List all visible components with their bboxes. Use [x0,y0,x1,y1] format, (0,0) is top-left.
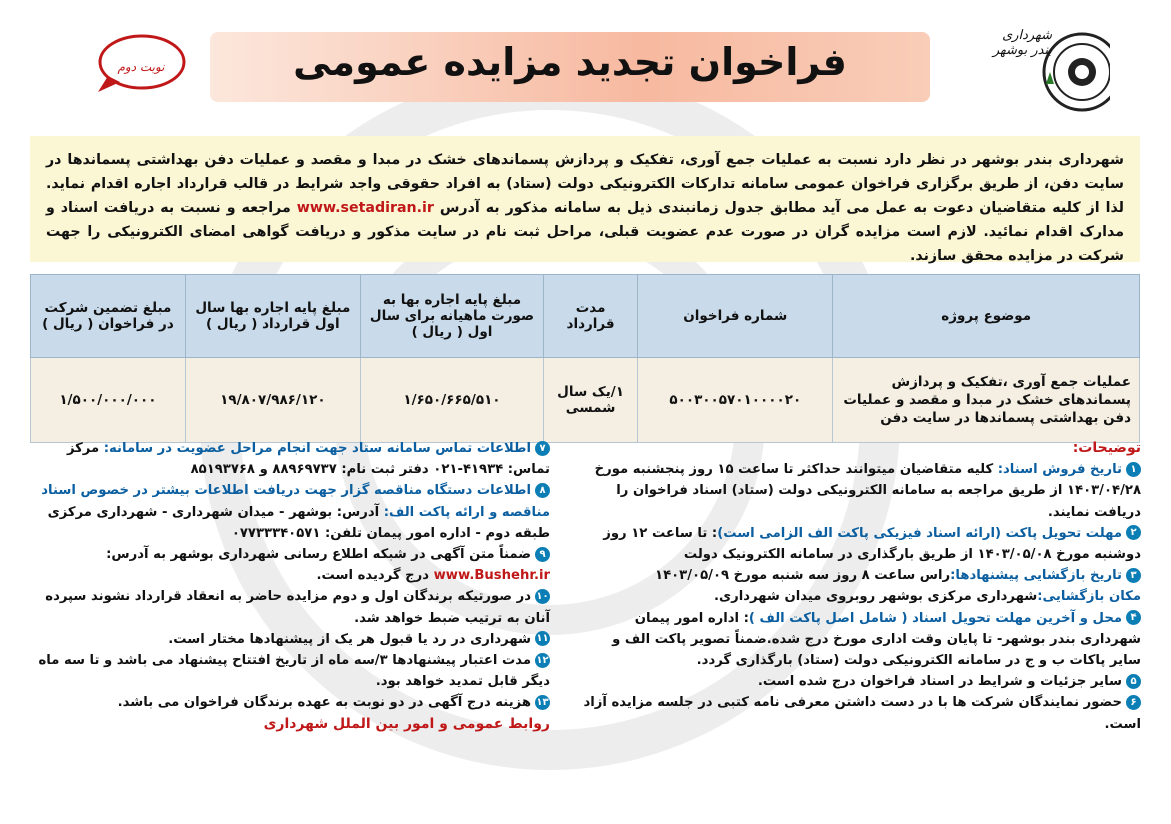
org-name: شهرداری بندر بوشهر [992,28,1052,58]
item-label: محل و آخرین مهلت تحویل اسناد ( شامل اصل پاکت الف ) [748,610,1122,626]
item-label: مهلت تحویل پاکت (ارائه اسناد فیزیکی پاکت الف الزامی است) [717,525,1122,541]
item-text: مدت اعتبار پیشنهادها ۳/سه ماه از تاریخ افتتاح پیشنهاد می باشد و تا سه ماه دیگر قابل تمدید خواهد بود. [38,653,550,690]
item-text: ضمناً متن آگهی در شبکه اطلاع رسانی شهرداری بوشهر به آدرس: [106,547,531,563]
bushehr-link[interactable]: www.Bushehr.ir [433,568,550,584]
table-cell: ۵۰۰۳۰۰۵۷۰۱۰۰۰۰۲۰ [638,358,833,443]
list-item [30,586,550,628]
list-item [581,523,1141,565]
list-item [30,650,550,692]
list-item [30,544,550,586]
item-text: : اداره امور پیمان شهرداری بندر بوشهر- تا پایان وقت اداری مورخ درج شده.ضمناً تصویر پاکت الف و سایر پاکات ب و ج در سامانه الکترونیکی دولت (ستاد) بارگذاری گردد. [612,610,1141,669]
table-cell: ۱۹/۸۰۷/۹۸۶/۱۲۰ [185,358,360,443]
table-header-row [31,275,1140,358]
item-text-tail: درج گردیده است. [316,568,430,584]
item-number: ۸ [535,483,550,498]
item-label: تاریخ بازگشایی پیشنهادها: [950,568,1122,584]
item-number: ۷ [535,441,550,456]
item-number: ۱۱ [536,633,549,645]
table-header: مبلغ تضمین شرکت در فراخوان ( ریال ) [31,275,186,358]
item-number: ۱۲ [536,654,549,666]
list-item [30,438,550,480]
notes-right [581,438,1141,735]
page-title: فراخوان تجدید مزایده عمومی [293,40,847,84]
item-number: ۱ [1126,462,1141,477]
item-number: ۱۰ [536,590,549,602]
item-number: ۶ [1126,695,1141,710]
table-header: موضوع پروژه [833,275,1140,358]
item-number: ۹ [535,547,550,562]
table-cell: ۱/۶۵۰/۶۶۵/۵۱۰ [360,358,543,443]
item-text: مرکز تماس: ۴۱۹۳۴-۰۲۱ دفتر ثبت نام: ۸۸۹۶۹۷۳۷ و ۸۵۱۹۳۷۶۸ [66,441,550,478]
item-label: اطلاعات تماس سامانه ستاد جهت انجام مراحل عضویت در سامانه: [103,441,531,456]
intro-paragraph [30,136,1140,262]
item-number: ۴ [1126,610,1141,625]
auction-table [30,274,1140,443]
table-cell: عملیات جمع آوری ،تفکیک و پردازش پسماندهای خشک در مبدا و مقصد و عملیات دفن بهداشتی پسماندها در سایت دفن [833,358,1140,443]
item-number: ۲ [1126,525,1141,540]
intro-text-2: مراجعه و نسبت به دریافت اسناد و مدارک اقدام نمائید. لازم است مزایده گران در صورت عدم عضویت قبلی، مراحل ثبت نام در سایت مذکور و دریافت گواهی امضای الکترونیکی را جهت شرکت در مزایده محقق سازند. [46,200,1124,264]
list-item [30,629,550,650]
notes-left [30,438,550,735]
item-text: در صورتیکه برندگان اول و دوم مزایده حاضر به انعقاد قرارداد نشوند سپرده آنان به ترتیب ضبط خواهد شد. [45,589,550,626]
list-item [581,671,1141,692]
table-header: شماره فراخوان [638,275,833,358]
intro-text-1: شهرداری بندر بوشهر در نظر دارد نسبت به عملیات جمع آوری، تفکیک و پردازش پسماندهای خشک در مبدا و مقصد و عملیات دفن بهداشتی پسماندها در سایت دفن، از طریق برگزاری فراخوان عمومی سامانه تدارکات الکترونیکی دولت (ستاد) به افراد حقوقی واجد شرایط در قالب قرارداد اجاره اقدام نماید. لذا از کلیه متقاضیان دعوت به عمل می آید مطابق جدول زمانبندی ذیل به سامانه مذکور به آدرس [46,152,1124,216]
item-text: هزینه درج آگهی در دو نوبت به عهده برندگان فراخوان می باشد. [117,695,531,711]
item-number: ۵ [1126,674,1141,689]
list-item [30,480,550,544]
table-cell: ۱/یک سال شمسی [544,358,638,443]
round-badge-text: نوبت دوم [117,60,165,74]
signature: روابط عمومی و امور بین الملل شهرداری [263,715,550,732]
item-label: تاریخ فروش اسناد: [997,462,1122,478]
item-text: : تا ساعت ۱۲ روز دوشنبه مورخ ۱۴۰۳/۰۵/۰۸ از طریق بارگذاری در سامانه الکترونیک دولت [603,525,1141,563]
table-header: مبلغ پایه اجاره بها سال اول قرارداد ( ریال ) [185,275,360,358]
list-item [581,459,1141,523]
list-item [30,692,550,713]
list-item [581,608,1141,672]
item-text: حضور نمایندگان شرکت ها با در دست داشتن معرفی نامه کتبی در جلسه مزایده آزاد است. [583,695,1141,732]
item-label: مکان بازگشایی: [1037,589,1141,605]
item-text: کلیه متقاضیان میتوانند حداکثر تا ساعت ۱۵ روز پنجشنبه مورخ ۱۴۰۳/۰۴/۲۸ از طریق مراجعه به سامانه الکترونیکی دولت (ستاد) اسناد فراخوان را دریافت نمایند. [594,462,1141,520]
table-header: مبلغ پایه اجاره بها به صورت ماهیانه برای سال اول ( ریال ) [360,275,543,358]
item-text: سایر جزئیات و شرایط در اسناد فراخوان درج شده است. [757,674,1122,690]
item-label: اطلاعات دستگاه مناقصه گزار جهت دریافت اطلاعات بیشتر در خصوص اسناد مناقصه و ارائه پاکت الف: [41,483,550,520]
item-number: ۳ [1126,568,1141,583]
setad-link[interactable]: www.setadiran.ir [296,200,434,216]
header [30,14,1140,124]
item-text: شهرداری مرکزی بوشهر روبروی میدان شهرداری. [714,589,1038,605]
round-badge [90,30,190,96]
item-text: راس ساعت ۸ روز سه شنبه مورخ ۱۴۰۳/۰۵/۰۹ [655,568,951,584]
list-item [581,565,1141,586]
municipality-logo [990,22,1110,122]
item-text: آدرس: بوشهر - میدان شهرداری - شهرداری مرکزی طبقه دوم - اداره امور پیمان تلفن: ۰۷۷۳۳۳۴۰۵۷۱ [47,504,550,541]
item-number: ۱۳ [536,696,549,708]
notes-title: توضیحات: [1072,440,1141,456]
table-header: مدت قرارداد [544,275,638,358]
list-item [581,586,1141,607]
list-item [581,692,1141,734]
table-row [31,358,1140,443]
item-text: شهرداری در رد یا قبول هر یک از پیشنهادها مختار است. [168,631,531,647]
table-cell: ۱/۵۰۰/۰۰۰/۰۰۰ [31,358,186,443]
title-band [210,32,930,102]
